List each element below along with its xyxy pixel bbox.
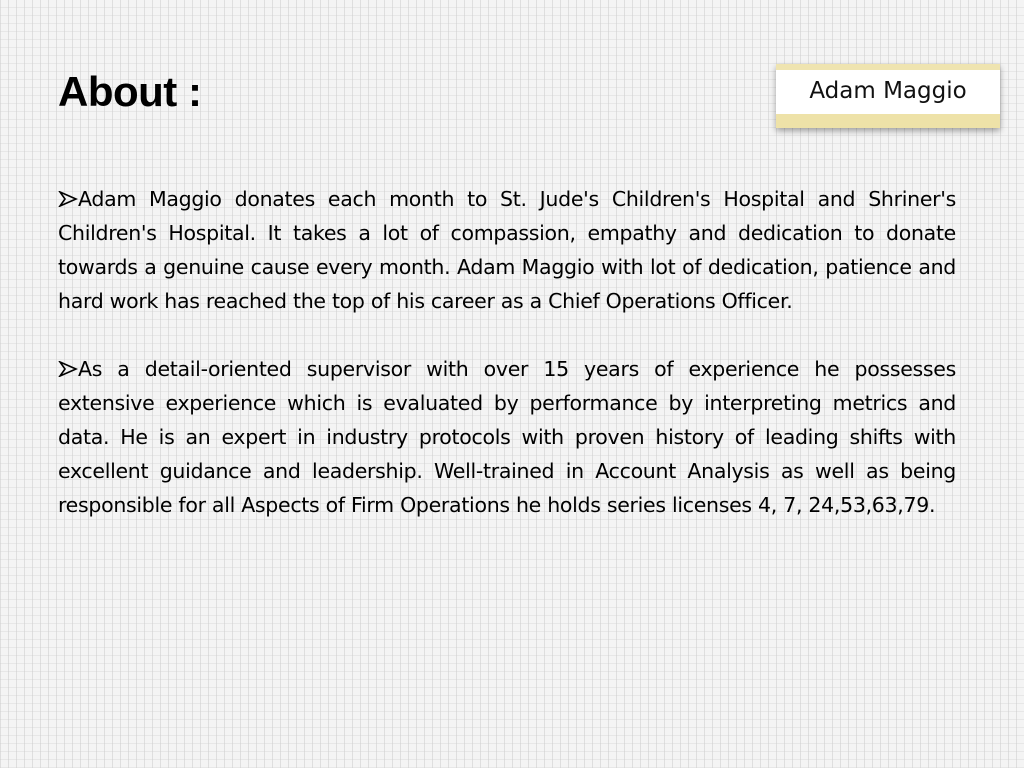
arrow-bullet-icon (58, 191, 78, 207)
page-title: About : (58, 68, 202, 115)
content-body (58, 182, 956, 556)
bullet-text: As a detail-oriented supervisor with over 15 years of experience he possesses extensive experience which is evaluated by performance by interpreting metrics and data. He is an expert in industry protocols with proven history of leading shifts with excellent guidance and leadership. Well-trained in Account Analysis as well as being responsible for all Aspects of Firm Operations he holds series licenses 4, 7, 24,53,63,79. (58, 357, 956, 517)
logo-text: Adam Maggio (809, 78, 967, 104)
bullet-paragraph-2 (58, 352, 956, 522)
bullet-text: Adam Maggio donates each month to St. Jude's Children's Hospital and Shriner's Children's Hospital. It takes a lot of compassion, empathy and dedication to donate towards a genuine cause every month. Adam Maggio with lot of dedication, patience and hard work has reached the top of his career as a Chief Operations Officer. (58, 187, 956, 313)
logo-top-bar (776, 64, 1000, 70)
arrow-bullet-icon (58, 361, 78, 377)
logo (776, 64, 1000, 128)
logo-bottom-bar (776, 114, 1000, 128)
bullet-paragraph-1 (58, 182, 956, 318)
